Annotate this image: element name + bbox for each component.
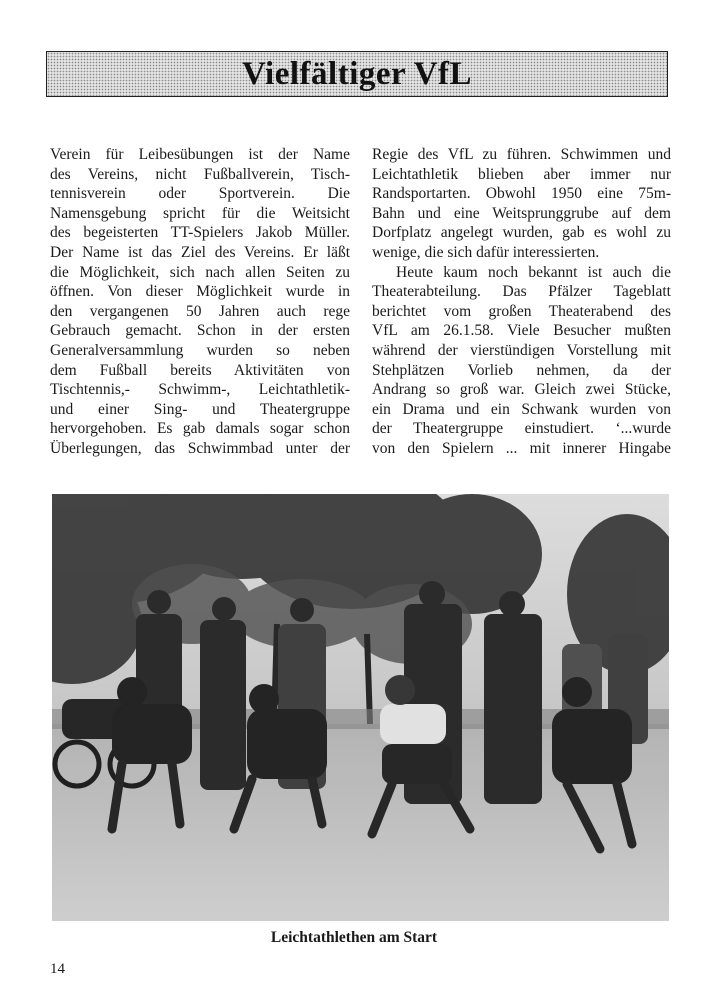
text-line: wenige, die sich dafür interessierten.	[372, 243, 600, 261]
paragraph-1	[50, 145, 350, 459]
athletes-photo	[52, 494, 669, 921]
text-line: dem Fußball bereits Aktivitäten von	[50, 361, 350, 379]
page-number: 14	[50, 961, 65, 977]
text-line: Stehplätzen Vorlieb nehmen, da der	[372, 361, 671, 379]
paragraph-1-continued	[372, 145, 671, 263]
photo-illustration	[52, 494, 669, 921]
text-line: öffnen. Von dieser Möglichkeit wurde in	[50, 283, 350, 301]
paragraph-2	[372, 263, 671, 459]
text-line: Der Name ist das Ziel des Vereins. Er läßt	[50, 243, 350, 261]
text-line: der Theatergruppe einstudiert. ‘...wurde	[372, 420, 671, 438]
text-line: Theaterabteilung. Das Pfälzer Tageblatt	[372, 283, 671, 301]
page-title: Vielfältiger VfL	[241, 56, 473, 92]
text-line: des begeisterten TT-Spielers Jakob Müller.	[50, 224, 350, 242]
text-line: Generalversammlung wurden so neben	[50, 341, 350, 359]
article-left-column	[50, 145, 350, 459]
text-line: Andrang so groß war. Gleich zwei Stücke,	[372, 381, 671, 399]
text-line: Dorfplatz angelegt wurden, gab es wohl zu	[372, 224, 671, 242]
text-line: Bahn und eine Weitsprunggrube auf dem	[372, 204, 671, 222]
text-line: des Vereins, nicht Fußballverein, Tisch-	[50, 165, 350, 183]
text-line: Heute kaum noch bekannt ist auch die	[396, 263, 671, 281]
text-line: während der vierstündigen Vorstellung mit	[372, 341, 671, 359]
text-line: Gebrauch gemacht. Schon in der ersten	[50, 322, 350, 340]
text-line: Leichtathletik blieben aber immer nur	[372, 165, 671, 183]
text-line: ein Drama und ein Schwank wurden von	[372, 400, 671, 418]
text-line: Tischtennis,- Schwimm-, Leichtathletik-	[50, 381, 350, 399]
article-right-column	[372, 145, 671, 459]
text-line: die Möglichkeit, sich nach allen Seiten zu	[50, 263, 350, 281]
text-line: und einer Sing- und Theatergruppe	[50, 400, 350, 418]
text-line: Verein für Leibesübungen ist der Name	[50, 146, 350, 163]
text-line: Überlegungen, das Schwimmbad unter der	[50, 439, 350, 457]
text-line: Regie des VfL zu führen. Schwimmen und	[372, 146, 671, 163]
text-line: tennisverein oder Sportverein. Die	[50, 185, 350, 203]
text-line: Namensgebung spricht für die Weitsicht	[50, 204, 350, 222]
text-line: hervorgehoben. Es gab damals sogar schon	[50, 420, 350, 438]
text-line: berichtet vom großen Theaterabend des	[372, 302, 671, 320]
photo-caption: Leichtathlethen am Start	[270, 929, 438, 946]
text-line: den vergangenen 50 Jahren auch rege	[50, 302, 350, 320]
text-line: VfL am 26.1.58. Viele Besucher mußten	[372, 322, 671, 340]
text-line: von den Spielern ... mit innerer Hingabe	[372, 439, 671, 457]
text-line: Randsportarten. Obwohl 1950 eine 75m-	[372, 185, 671, 203]
title-banner	[46, 51, 668, 97]
